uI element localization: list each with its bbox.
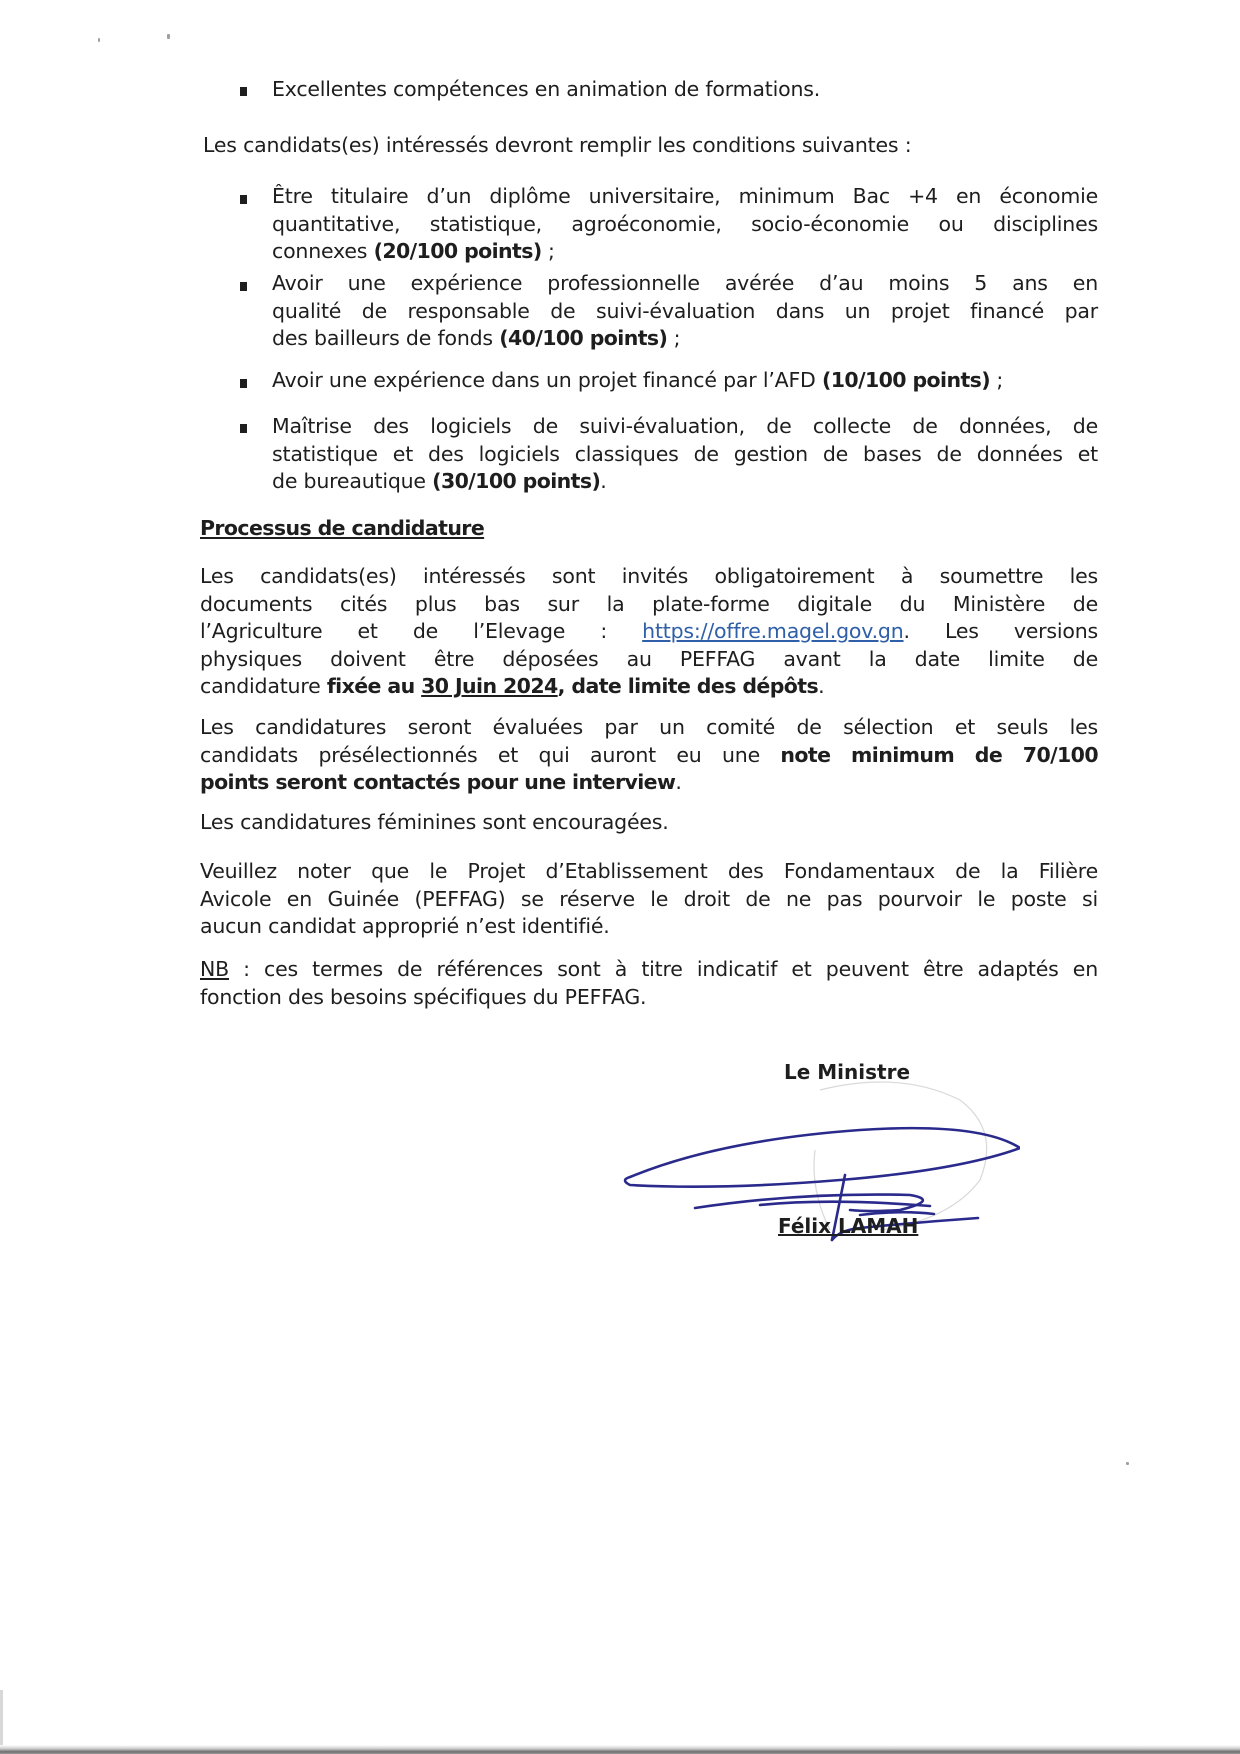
condition-suffix: ; [667,326,681,350]
paragraph-line [200,769,1098,797]
paragraph-line: aucun candidat approprié n’est identifié. [200,914,610,938]
scan-edge-bottom [0,1745,1240,1754]
paragraph-text: . [818,674,825,698]
condition-item [272,367,1098,395]
condition-line: Avoir une expérience professionnelle avérée d’au moins 5 ans en [272,271,1098,295]
condition-suffix: . [600,469,607,493]
condition-text: de bureautique [272,469,433,493]
condition-suffix: ; [990,368,1004,392]
condition-text: Avoir une expérience dans un projet financé par l’AFD [272,368,822,392]
condition-item [272,183,1098,266]
skill-bullet [272,76,1098,104]
conditions-intro-text: Les candidats(es) intéressés devront remplir les conditions suivantes : [203,133,912,157]
interview-note: points seront contactés pour une interview [200,770,676,794]
scan-edge-left [0,1690,3,1750]
deadline-label: fixée au [326,674,422,698]
paragraph-line: Les candidatures féminines sont encouragées. [200,810,669,834]
bullet-square-icon [240,87,247,96]
nb-label: NB [200,957,229,981]
paragraph-line: documents cités plus bas sur la plate-forme digitale du Ministère de [200,591,1098,616]
reservation-paragraph [200,858,1098,941]
condition-item [272,413,1098,496]
paragraph-text: : ces termes de références sont à titre indicatif et peuvent être adaptés en [229,957,1098,981]
condition-item [272,270,1098,353]
condition-text: des bailleurs de fonds [272,326,500,350]
deadline-date: 30 Juin 2024 [421,674,558,698]
paragraph-text: candidats présélectionnés et qui auront eu une [200,742,781,767]
official-stamp-trace [814,1082,987,1230]
paragraph-line: Les candidatures seront évaluées par un comité de sélection et seuls les [200,715,1098,739]
paragraph-text: candidature [200,674,327,698]
condition-line [272,238,1098,266]
minimum-score: note minimum de 70/100 [780,742,1098,767]
deadline-suffix: , date limite des dépôts [557,674,819,698]
bullet-square-icon [240,379,247,388]
bullet-square-icon [240,195,247,204]
bullet-square-icon [240,282,247,291]
paragraph-line: Les candidats(es) intéressés sont invités obligatoirement à soumettre les [200,564,1098,588]
scan-speck [167,34,170,39]
condition-points: (30/100 points) [432,469,601,493]
condition-line: statistique et des logiciels classiques de gestion de bases de données et [272,441,1098,466]
condition-line: quantitative, statistique, agroéconomie, socio-économie ou disciplines [272,211,1098,236]
conditions-intro [203,132,1101,160]
evaluation-paragraph [200,714,1098,797]
condition-points: (20/100 points) [373,239,542,263]
paragraph-line: Veuillez noter que le Projet d’Etablissement des Fondamentaux de la Filière [200,859,1098,883]
paragraph-line: fonction des besoins spécifiques du PEFFAG. [200,984,647,1009]
paragraph-line [200,742,1098,770]
paragraph-line [200,618,1098,646]
application-platform-link[interactable]: https://offre.magel.gov.gn [642,619,904,643]
scan-speck [98,38,100,42]
condition-line [272,367,1098,395]
paragraph-line: physiques doivent être déposées au PEFFAG avant la date limite de [200,646,1098,671]
condition-line: Être titulaire d’un diplôme universitaire, minimum Bac +4 en économie [272,184,1098,208]
paragraph-text: l’Agriculture et de l’Elevage : [200,619,643,643]
condition-points: (40/100 points) [499,326,668,350]
women-encouraged-paragraph [200,809,1098,837]
condition-line: qualité de responsable de suivi-évaluation dans un projet financé par [272,298,1098,323]
nb-paragraph [200,956,1098,1011]
condition-line [272,468,1098,496]
condition-text: connexes [272,239,374,263]
scan-speck [1126,1462,1129,1465]
condition-line [272,325,1098,353]
signatory-name: Félix LAMAH [778,1214,919,1238]
paragraph-text: . Les versions [903,619,1098,643]
skill-bullet-text: Excellentes compétences en animation de formations. [272,77,821,101]
paragraph-line [200,673,1098,701]
condition-suffix: ; [541,239,555,263]
bullet-square-icon [240,424,247,433]
process-paragraph [200,563,1098,701]
paragraph-line: Avicole en Guinée (PEFFAG) se réserve le droit de ne pas pourvoir le poste si [200,886,1098,911]
condition-line: Maîtrise des logiciels de suivi-évaluation, de collecte de données, de [272,414,1098,438]
paragraph-text: . [675,770,682,794]
signatory-title: Le Ministre [784,1060,911,1084]
section-heading-process: Processus de candidature [200,516,485,540]
condition-points: (10/100 points) [821,368,991,392]
paragraph-line [200,956,1098,984]
